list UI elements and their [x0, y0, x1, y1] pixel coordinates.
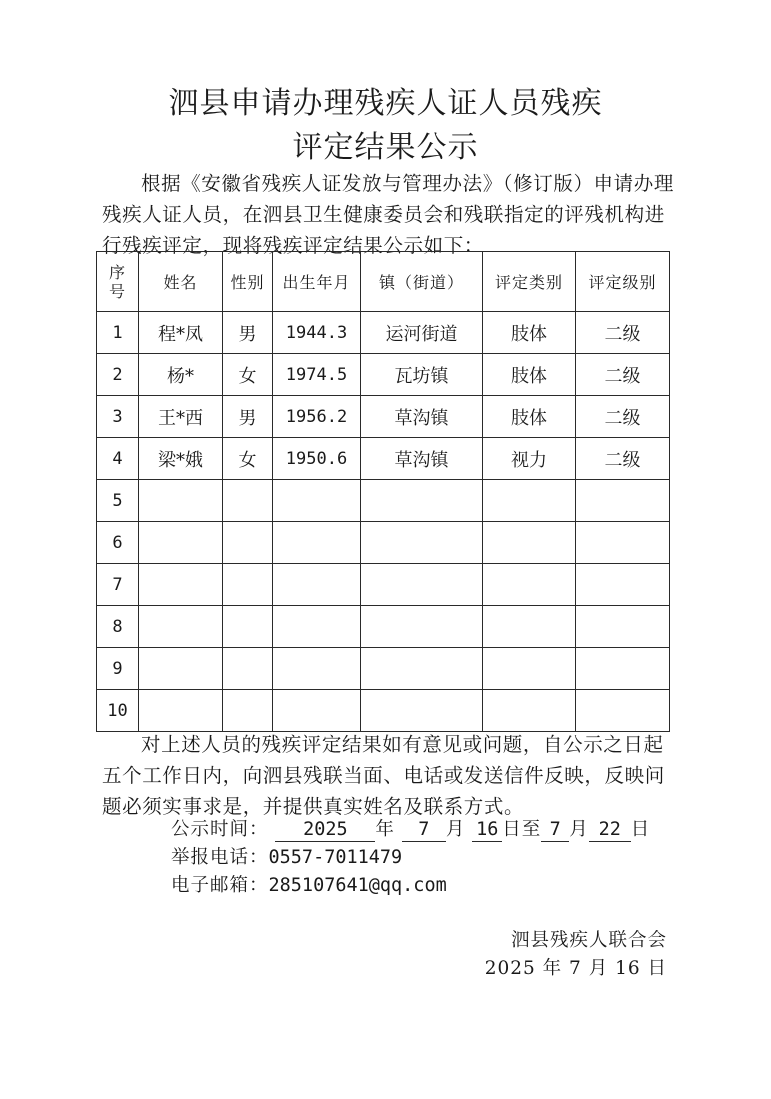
cell-name [139, 522, 223, 564]
cell-no: 10 [97, 690, 139, 732]
cell-birth: 1950.6 [273, 438, 361, 480]
phone-label: 举报电话： [171, 847, 269, 868]
header-name: 姓名 [139, 252, 223, 312]
cell-town [361, 564, 483, 606]
cell-level [576, 564, 670, 606]
cell-category [483, 690, 576, 732]
table-header [97, 252, 670, 312]
cell-gender [223, 564, 273, 606]
cell-no: 5 [97, 480, 139, 522]
email-value: 285107641@qq.com [268, 875, 447, 896]
cell-category: 视力 [483, 438, 576, 480]
cell-gender [223, 522, 273, 564]
period-to-text: 日至 [502, 819, 542, 840]
cell-category: 肢体 [483, 354, 576, 396]
cell-town [361, 522, 483, 564]
cell-category [483, 522, 576, 564]
cell-name [139, 690, 223, 732]
cell-birth [273, 564, 361, 606]
cell-birth: 1956.2 [273, 396, 361, 438]
cell-birth [273, 480, 361, 522]
cell-birth [273, 606, 361, 648]
cell-gender [223, 690, 273, 732]
header-no-line1: 序 [108, 262, 126, 282]
report-email [171, 873, 447, 899]
table-row [97, 312, 670, 354]
cell-level: 二级 [576, 354, 670, 396]
header-gender: 性别 [223, 252, 273, 312]
cell-gender: 女 [223, 354, 273, 396]
cell-name [139, 606, 223, 648]
signature-date: 2025 年 7 月 16 日 [484, 958, 667, 979]
header-row [97, 252, 670, 312]
table-row [97, 354, 670, 396]
cell-level [576, 606, 670, 648]
cell-level [576, 480, 670, 522]
period-end-month-char: 月 [569, 819, 589, 840]
cell-birth [273, 522, 361, 564]
cell-no: 9 [97, 648, 139, 690]
cell-name [139, 480, 223, 522]
cell-no: 2 [97, 354, 139, 396]
cell-name: 杨* [139, 354, 223, 396]
cell-birth: 1944.3 [273, 312, 361, 354]
period-start-month: 7 [402, 819, 446, 842]
feedback-paragraph: 对上述人员的残疾评定结果如有意见或问题，自公示之日起五个工作日内，向泗县残联当面、电话或发送信件反映，反映问题必须实事求是，并提供真实姓名及联系方式。 [102, 733, 665, 818]
cell-level: 二级 [576, 438, 670, 480]
email-label: 电子邮箱： [171, 875, 269, 896]
cell-level: 二级 [576, 396, 670, 438]
period-label: 公示时间： [171, 819, 269, 840]
cell-town: 草沟镇 [361, 396, 483, 438]
period-year-char: 年 [375, 819, 395, 840]
cell-gender: 女 [223, 438, 273, 480]
cell-category: 肢体 [483, 396, 576, 438]
cell-name: 王*西 [139, 396, 223, 438]
cell-name [139, 648, 223, 690]
cell-town [361, 690, 483, 732]
table-row [97, 396, 670, 438]
cell-birth [273, 648, 361, 690]
cell-level [576, 648, 670, 690]
table-row [97, 438, 670, 480]
header-birth: 出生年月 [273, 252, 361, 312]
table-row [97, 480, 670, 522]
cell-gender [223, 606, 273, 648]
cell-no: 4 [97, 438, 139, 480]
cell-no: 6 [97, 522, 139, 564]
cell-town: 瓦坊镇 [361, 354, 483, 396]
title-line-2: 评定结果公示 [292, 130, 479, 165]
cell-gender [223, 480, 273, 522]
header-category: 评定类别 [483, 252, 576, 312]
cell-category [483, 648, 576, 690]
period-end-day-char: 日 [630, 819, 651, 840]
cell-category: 肢体 [483, 312, 576, 354]
cell-level [576, 690, 670, 732]
table-row [97, 690, 670, 732]
cell-no: 1 [97, 312, 139, 354]
period-end-day: 22 [589, 819, 631, 842]
cell-category [483, 564, 576, 606]
cell-no: 7 [97, 564, 139, 606]
cell-gender [223, 648, 273, 690]
period-start-year: 2025 [275, 819, 375, 842]
cell-name [139, 564, 223, 606]
header-no [97, 252, 139, 312]
table-row [97, 522, 670, 564]
period-end-month: 7 [541, 819, 569, 842]
table-row [97, 606, 670, 648]
title-line-1: 泗县申请办理残疾人证人员残疾 [168, 86, 603, 121]
report-phone [171, 845, 402, 871]
cell-name: 梁*娥 [139, 438, 223, 480]
assessment-table [96, 251, 670, 732]
table-body [97, 312, 670, 732]
cell-town [361, 606, 483, 648]
cell-town: 运河街道 [361, 312, 483, 354]
signature-org: 泗县残疾人联合会 [510, 930, 667, 951]
cell-name: 程*凤 [139, 312, 223, 354]
cell-level [576, 522, 670, 564]
cell-town [361, 480, 483, 522]
cell-level: 二级 [576, 312, 670, 354]
cell-birth: 1974.5 [273, 354, 361, 396]
publicity-period [171, 817, 650, 843]
cell-birth [273, 690, 361, 732]
period-start-day: 16 [472, 819, 502, 842]
cell-no: 8 [97, 606, 139, 648]
header-no-line2: 号 [108, 281, 126, 301]
intro-paragraph: 根据《安徽省残疾人证发放与管理办法》（修订版）申请办理残疾人证人员，在泗县卫生健康委员会和残联指定的评残机构进行残疾评定，现将残疾评定结果公示如下： [102, 172, 674, 257]
cell-gender: 男 [223, 312, 273, 354]
table-row [97, 564, 670, 606]
cell-town [361, 648, 483, 690]
cell-no: 3 [97, 396, 139, 438]
cell-town: 草沟镇 [361, 438, 483, 480]
phone-value: 0557-7011479 [268, 847, 403, 868]
period-month-char: 月 [445, 819, 466, 840]
header-town: 镇（街道） [361, 252, 483, 312]
cell-category [483, 480, 576, 522]
table-row [97, 648, 670, 690]
cell-category [483, 606, 576, 648]
header-level: 评定级别 [576, 252, 670, 312]
cell-gender: 男 [223, 396, 273, 438]
